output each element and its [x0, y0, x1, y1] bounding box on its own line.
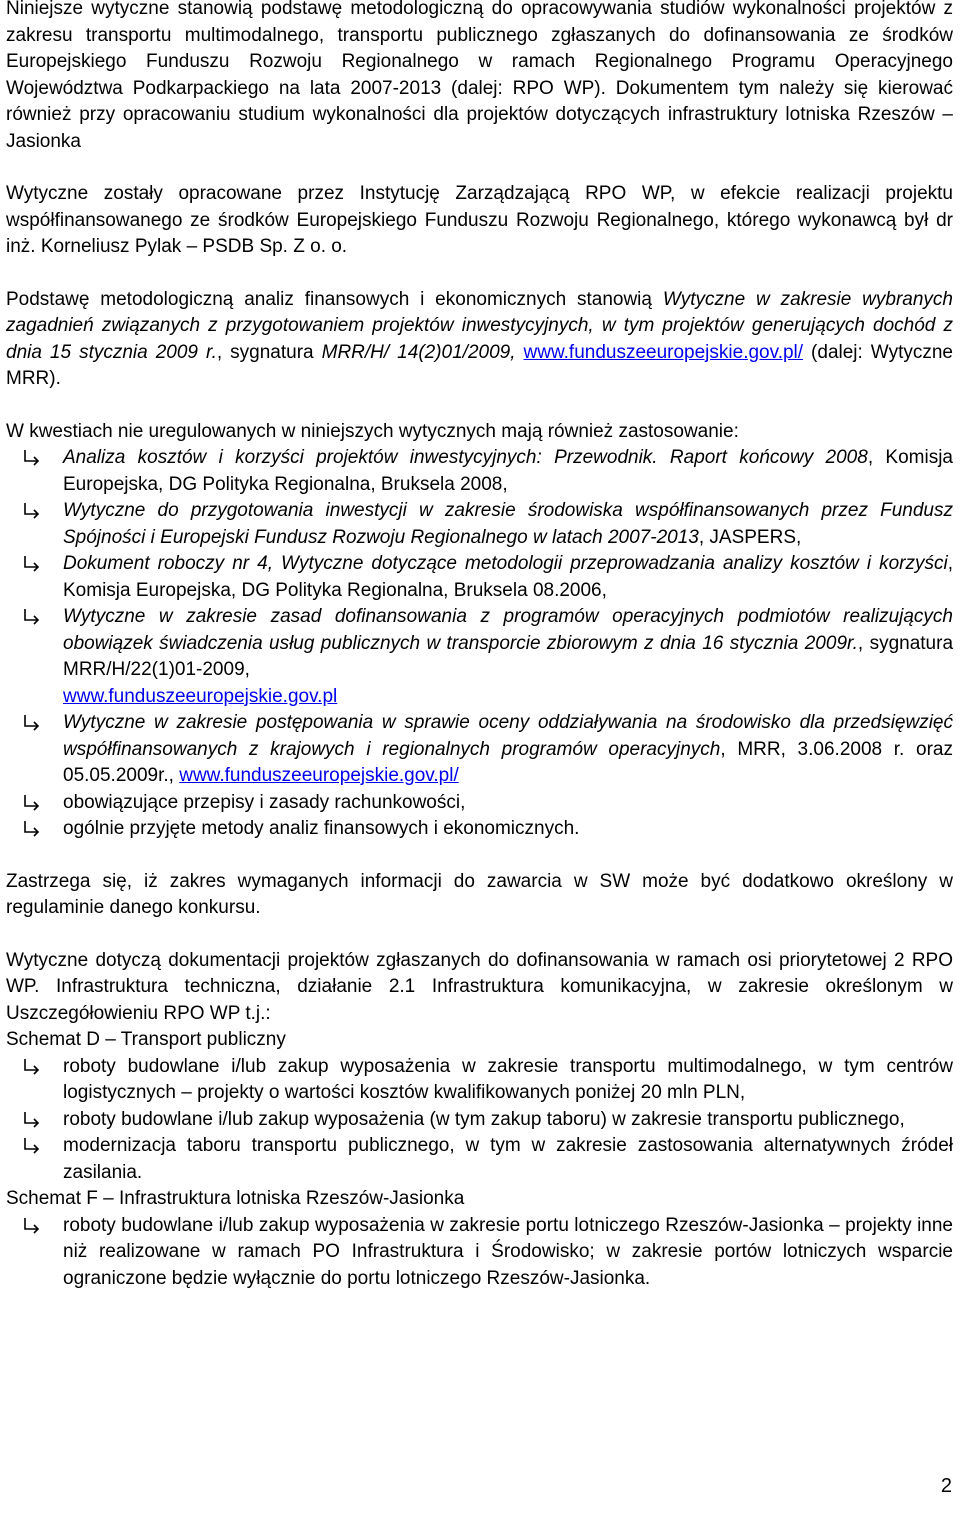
arrow-hook-icon [21, 1213, 43, 1239]
document-page [6, 0, 953, 1292]
guidelines-title: Wytyczne w zakresie wybranych zagadnień związanych z przygotowaniem projektów inwestycyjnych, w tym projektów generujących dochód z dnia 15 stycznia 2009 r. [6, 288, 954, 363]
arrow-hook-icon [21, 498, 43, 524]
list-item: Dokument roboczy nr 4, Wytyczne dotyczące metodologii przeprowadzania analizy kosztów i korzyści, Komisja Europejska, DG Polityka Regionalna, Bruksela 08.2006, [6, 551, 953, 604]
scope-paragraph: Wytyczne dotyczą dokumentacji projektów zgłaszanych do dofinansowania w ramach osi priorytetowej 2 RPO WP. Infrastruktura techniczna, działanie 2.1 Infrastruktura komunikacyjna, w zakresie określonym w Uszczegółowieniu RPO WP t.j.: [6, 949, 953, 1024]
list-item: roboty budowlane i/lub zakup wyposażenia w zakresie transportu multimodalnego, w tym centrów logistycznych – projekty o wartości kosztów kwalifikowanych poniżej 20 mln PLN, [6, 1054, 953, 1107]
schemat-f-list [6, 1213, 953, 1293]
list-item: ogólnie przyjęte metody analiz finansowych i ekonomicznych. [6, 816, 953, 843]
funds-link[interactable]: www.funduszeeuropejskie.gov.pl/ [523, 341, 804, 363]
applicable-documents-intro: W kwestiach nie uregulowanych w niniejszych wytycznych mają również zastosowanie: [6, 420, 739, 442]
arrow-hook-icon [21, 816, 43, 842]
list-item: Wytyczne w zakresie postępowania w sprawie oceny oddziaływania na środowisko dla przedsięwzięć współfinansowanych z krajowych i regionalnych programów operacyjnych, MRR, 3.06.2008 r. oraz 05.05.2009r., www.funduszeeuropejskie.gov.pl/ [6, 710, 953, 790]
schemat-d-list [6, 1054, 953, 1187]
list-item: Wytyczne do przygotowania inwestycji w zakresie środowiska współfinansowanych przez Fundusz Spójności i Europejski Fundusz Rozwoju Regionalnego w latach 2007-2013, JASPERS, [6, 498, 953, 551]
applicable-documents-list [6, 445, 953, 843]
funds-link[interactable]: www.funduszeeuropejskie.gov.pl [63, 685, 338, 707]
list-item: obowiązujące przepisy i zasady rachunkowości, [6, 790, 953, 817]
arrow-hook-icon [21, 790, 43, 816]
arrow-hook-icon [21, 1054, 43, 1080]
methodology-paragraph [6, 287, 953, 393]
reservation-paragraph: Zastrzega się, iż zakres wymaganych informacji do zawarcia w SW może być dodatkowo określony w regulaminie danego konkursu. [6, 870, 953, 918]
arrow-hook-icon [21, 551, 43, 577]
arrow-hook-icon [21, 1133, 43, 1159]
list-item: Wytyczne w zakresie zasad dofinansowania z programów operacyjnych podmiotów realizujących obowiązek świadczenia usług publicznych w transporcie zbiorowym z dnia 16 stycznia 2009r., sygnatura MRR/H/22(1)01-2009, www.funduszeeuropejskie.gov.pl [6, 604, 953, 710]
intro-text: Niniejsze wytyczne stanowią podstawę metodologiczną do opracowywania studiów wykonalności projektów z zakresu transportu multimodalnego, transportu publicznego zgłaszanych do dofinansowania ze środków Europejskiego Funduszu Rozwoju Regionalnego w ramach Regionalnego Programu Operacyjnego Województwa Podkarpackiego na lata 2007-2013 (dalej: RPO WP). Dokumentem tym należy się kierować również przy opracowaniu studium wykonalności dla projektów dotyczących infrastruktury lotniska Rzeszów – Jasionka [6, 0, 953, 152]
signature-value: MRR/H/ 14(2)01/2009, [321, 341, 516, 363]
funds-link[interactable]: www.funduszeeuropejskie.gov.pl/ [179, 765, 459, 786]
arrow-hook-icon [21, 445, 43, 471]
list-item: roboty budowlane i/lub zakup wyposażenia w zakresie portu lotniczego Rzeszów-Jasionka – projekty inne niż realizowane w ramach PO Infrastruktura i Środowisko; w zakresie portów lotniczych wsparcie ograniczone będzie wyłącznie do portu lotniczego Rzeszów-Jasionka. [6, 1213, 953, 1293]
authors-text: Wytyczne zostały opracowane przez Instytucję Zarządzającą RPO WP, w efekcie realizacji projektu współfinansowanego ze środków Europejskiego Funduszu Rozwoju Regionalnego, którego wykonawcą był dr inż. Korneliusz Pylak – PSDB Sp. Z o. o. [6, 183, 953, 257]
list-item: roboty budowlane i/lub zakup wyposażenia (w tym zakup taboru) w zakresie transportu publicznego, [6, 1107, 953, 1134]
intro-paragraph [6, 0, 953, 155]
arrow-hook-icon [21, 710, 43, 736]
methodology-suffix: (dalej: Wytyczne MRR). [6, 341, 953, 389]
list-item: modernizacja taboru transportu publicznego, w tym w zakresie zastosowania alternatywnych źródeł zasilania. [6, 1133, 953, 1186]
arrow-hook-icon [21, 604, 43, 630]
arrow-hook-icon [21, 1107, 43, 1133]
schemat-d-heading: Schemat D – Transport publiczny [6, 1029, 286, 1050]
signature-label: , sygnatura [216, 341, 322, 363]
methodology-text: Podstawę metodologiczną analiz finansowych i ekonomicznych stanowią [6, 288, 663, 310]
list-item: Analiza kosztów i korzyści projektów inwestycyjnych: Przewodnik. Raport końcowy 2008, Komisja Europejska, DG Polityka Regionalna, Bruksela 2008, [6, 445, 953, 498]
page-number: 2 [940, 1475, 952, 1497]
authors-paragraph [6, 181, 953, 261]
schemat-f-heading: Schemat F – Infrastruktura lotniska Rzeszów-Jasionka [6, 1188, 465, 1209]
